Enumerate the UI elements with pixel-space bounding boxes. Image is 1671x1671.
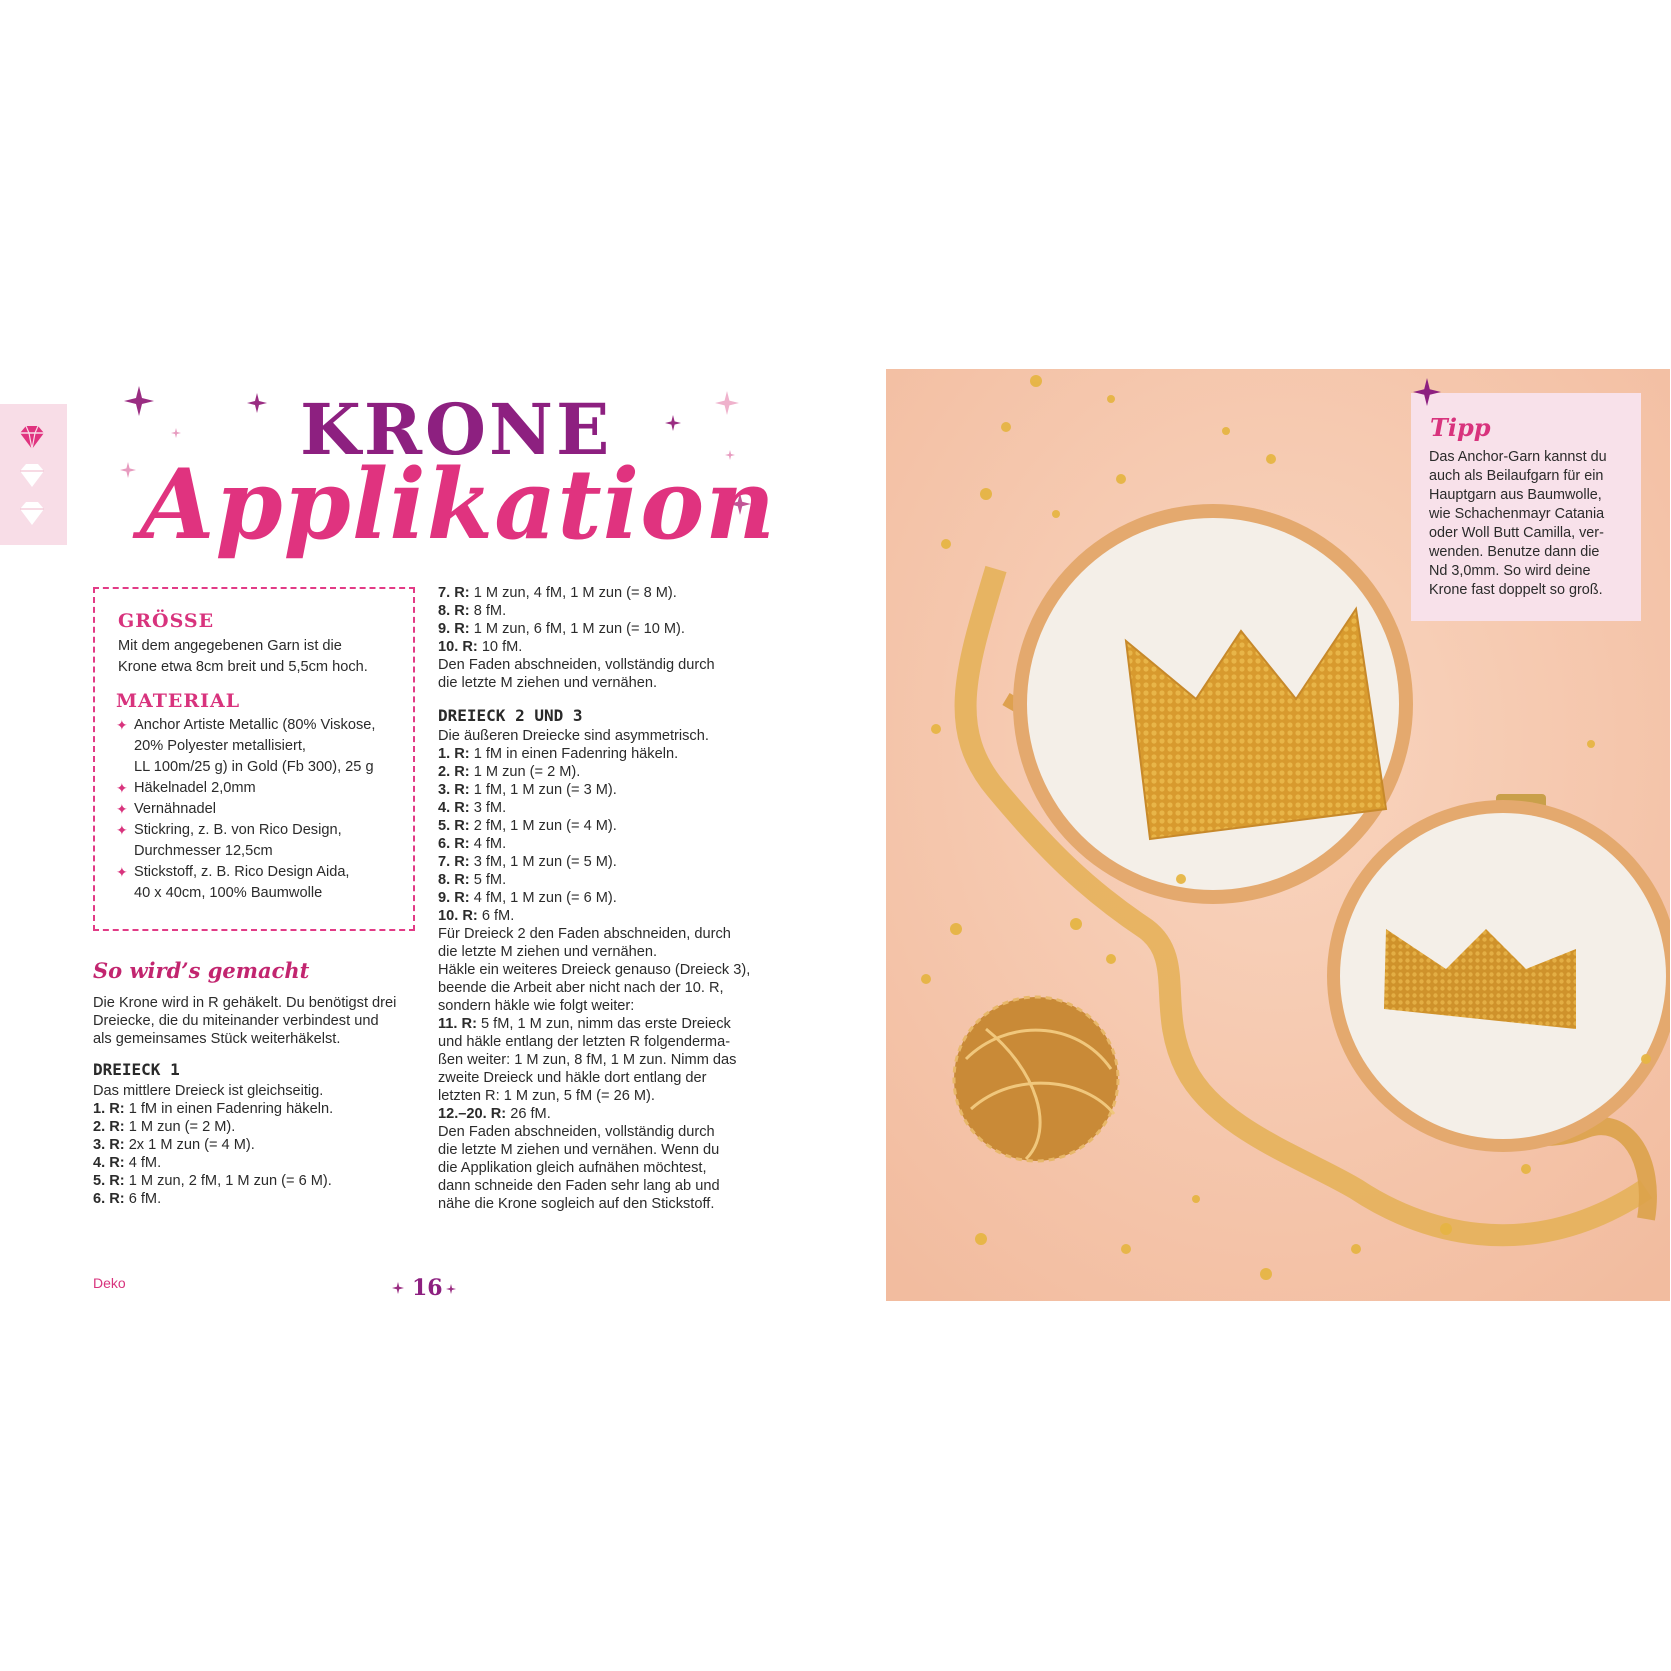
round-line — [438, 1105, 778, 1123]
text-line: dann schneide den Faden sehr lang ab und — [438, 1178, 720, 1194]
round-text: 1 M zun (= 2 M). — [473, 764, 581, 780]
round-text: 5 fM, 1 M zun, nimm das erste Dreieck — [481, 1016, 731, 1032]
column2-top — [438, 584, 768, 692]
material-item — [116, 715, 406, 778]
material-line: Stickring, z. B. von Rico Design, — [134, 822, 342, 838]
star-icon — [171, 428, 181, 438]
material-heading: MATERIAL — [116, 690, 241, 712]
round-line — [438, 853, 778, 871]
text-line: Häkle ein weiteres Dreieck genauso (Dreieck 3), — [438, 962, 751, 978]
round-text: 1 fM, 1 M zun (= 3 M). — [473, 782, 617, 798]
round-line — [438, 781, 778, 799]
round-label: 4. R: — [438, 800, 470, 816]
tipp-line: Das Anchor-Garn kannst du — [1429, 449, 1607, 465]
round-text: 6 fM. — [481, 908, 515, 924]
material-line: Stickstoff, z. B. Rico Design Aida, — [134, 864, 350, 880]
star-icon — [715, 391, 739, 415]
round-text: 4 fM, 1 M zun (= 6 M). — [473, 890, 617, 906]
round-label: 10. R: — [438, 639, 478, 655]
groesse-text-2: Krone etwa 8cm breit und 5,5cm hoch. — [118, 659, 368, 675]
round-text: 5 fM. — [473, 872, 507, 888]
star-bullet-icon: ✦ — [116, 717, 128, 733]
text-line: Für Dreieck 2 den Faden abschneiden, durch — [438, 926, 731, 942]
diamond-icon-outline — [17, 498, 47, 528]
round-line — [438, 907, 778, 925]
material-line: Anchor Artiste Metallic (80% Viskose, — [134, 717, 376, 733]
tipp-heading: Tipp — [1430, 413, 1491, 442]
round-text: 8 fM. — [473, 603, 507, 619]
material-item — [116, 862, 406, 904]
tipp-line: Nd 3,0mm. So wird deine — [1429, 563, 1591, 579]
text-line: letzten R: 1 M zun, 5 fM (= 26 M). — [438, 1088, 655, 1104]
text-line: sondern häkle wie folgt weiter: — [438, 998, 635, 1014]
round-line — [438, 638, 768, 656]
footer-section-label: Deko — [93, 1275, 126, 1291]
text-line: die letzte M ziehen und vernähen. — [438, 944, 658, 960]
text-line: zweite Dreieck und häkle dort entlang der — [438, 1070, 707, 1086]
star-icon — [124, 386, 154, 416]
round-label: 7. R: — [438, 854, 470, 870]
round-line — [93, 1154, 423, 1172]
round-label: 9. R: — [438, 890, 470, 906]
page-number: 16 — [412, 1275, 443, 1301]
text-line: die letzte M ziehen und vernähen. Wenn du — [438, 1142, 720, 1158]
round-label: 4. R: — [93, 1155, 125, 1171]
round-line — [438, 889, 778, 907]
material-item — [116, 820, 406, 862]
round-label: 12.–20. R: — [438, 1106, 507, 1122]
dreieck23-heading: DREIECK 2 UND 3 — [438, 706, 583, 725]
intro-line: als gemeinsames Stück weiterhäkelst. — [93, 1031, 341, 1047]
round-label: 2. R: — [93, 1119, 125, 1135]
text-line: nähe die Krone sogleich auf den Stickstoff. — [438, 1196, 715, 1212]
round-text: 10 fM. — [481, 639, 523, 655]
diamond-icon-outline — [17, 460, 47, 490]
round-text: 1 M zun, 4 fM, 1 M zun (= 8 M). — [473, 585, 677, 601]
intro-line: Dreiecke, die du miteinander verbindest und — [93, 1013, 379, 1029]
dreieck1-intro: Das mittlere Dreieck ist gleichseitig. — [93, 1083, 324, 1099]
dreieck23-body — [438, 727, 778, 1213]
instructions-heading: So wird’s gemacht — [93, 958, 310, 983]
round-line — [93, 1190, 423, 1208]
round-line — [438, 620, 768, 638]
round-label: 11. R: — [438, 1016, 477, 1032]
star-icon — [247, 393, 267, 413]
round-text: 1 M zun, 6 fM, 1 M zun (= 10 M). — [473, 621, 685, 637]
round-label: 3. R: — [438, 782, 470, 798]
round-line — [93, 1118, 423, 1136]
intro-line: Die Krone wird in R gehäkelt. Du benötigst drei — [93, 995, 397, 1011]
star-bullet-icon: ✦ — [116, 780, 128, 796]
round-label: 6. R: — [93, 1191, 125, 1207]
star-icon — [392, 1282, 404, 1294]
text-line: und häkle entlang der letzten R folgenderma- — [438, 1034, 731, 1050]
material-item — [116, 799, 406, 820]
material-line: Durchmesser 12,5cm — [134, 843, 273, 859]
round-text: 2 fM, 1 M zun (= 4 M). — [473, 818, 617, 834]
dreieck1-heading: DREIECK 1 — [93, 1060, 180, 1079]
round-label: 3. R: — [93, 1137, 125, 1153]
dreieck23-intro: Die äußeren Dreiecke sind asymmetrisch. — [438, 728, 709, 744]
tipp-line: Krone fast doppelt so groß. — [1429, 582, 1603, 598]
groesse-text-1: Mit dem angegebenen Garn ist die — [118, 638, 342, 654]
round-label: 8. R: — [438, 603, 470, 619]
star-icon — [446, 1284, 456, 1294]
round-label: 2. R: — [438, 764, 470, 780]
text-line: Den Faden abschneiden, vollständig durch — [438, 657, 715, 673]
tipp-line: oder Woll Butt Camilla, ver- — [1429, 525, 1604, 541]
round-line — [438, 763, 778, 781]
tipp-line: auch als Beilaufgarn für ein — [1429, 468, 1604, 484]
star-bullet-icon: ✦ — [116, 864, 128, 880]
material-line: LL 100m/25 g) in Gold (Fb 300), 25 g — [134, 759, 374, 775]
diamond-icon — [17, 422, 47, 452]
material-line: Vernähnadel — [134, 801, 216, 817]
material-line: 40 x 40cm, 100% Baumwolle — [134, 885, 323, 901]
round-line — [438, 1015, 778, 1033]
round-line — [438, 602, 768, 620]
round-line — [93, 1172, 423, 1190]
material-line: Häkelnadel 2,0mm — [134, 780, 256, 796]
round-label: 1. R: — [438, 746, 470, 762]
round-text: 1 M zun, 2 fM, 1 M zun (= 6 M). — [128, 1173, 332, 1189]
round-text: 4 fM. — [128, 1155, 162, 1171]
round-text: 4 fM. — [473, 836, 507, 852]
round-text: 26 fM. — [510, 1106, 551, 1122]
round-label: 5. R: — [93, 1173, 125, 1189]
round-text: 2x 1 M zun (= 4 M). — [128, 1137, 255, 1153]
round-text: 6 fM. — [128, 1191, 162, 1207]
round-line — [438, 835, 778, 853]
round-text: 1 fM in einen Fadenring häkeln. — [473, 746, 679, 762]
round-label: 1. R: — [93, 1101, 125, 1117]
text-line: die letzte M ziehen und vernähen. — [438, 675, 658, 691]
round-text: 1 M zun (= 2 M). — [128, 1119, 236, 1135]
round-label: 8. R: — [438, 872, 470, 888]
round-text: 1 fM in einen Fadenring häkeln. — [128, 1101, 334, 1117]
side-tab — [0, 404, 67, 545]
round-line — [93, 1100, 423, 1118]
tipp-line: Hauptgarn aus Baumwolle, — [1429, 487, 1602, 503]
round-label: 6. R: — [438, 836, 470, 852]
tipp-text — [1429, 448, 1637, 600]
round-line — [438, 584, 768, 602]
star-icon — [665, 415, 681, 431]
round-label: 9. R: — [438, 621, 470, 637]
round-line — [438, 745, 778, 763]
star-icon — [1413, 378, 1441, 406]
round-line — [438, 799, 778, 817]
title-krone: KRONE — [300, 388, 613, 471]
round-line — [438, 871, 778, 889]
tipp-line: wenden. Benutze dann die — [1429, 544, 1600, 560]
tipp-line: wie Schachenmayr Catania — [1429, 506, 1605, 522]
star-bullet-icon: ✦ — [116, 801, 128, 817]
round-text: 3 fM. — [473, 800, 507, 816]
text-line: die Applikation gleich aufnähen möchtest, — [438, 1160, 707, 1176]
text-line: beende die Arbeit aber nicht nach der 10. R, — [438, 980, 724, 996]
material-list — [116, 715, 406, 904]
text-line: ßen weiter: 1 M zun, 8 fM, 1 M zun. Nimm das — [438, 1052, 737, 1068]
material-item — [116, 778, 406, 799]
round-label: 7. R: — [438, 585, 470, 601]
title-applikation: Applikation — [140, 448, 777, 561]
material-line: 20% Polyester metallisiert, — [134, 738, 306, 754]
round-label: 10. R: — [438, 908, 478, 924]
round-line — [438, 817, 778, 835]
instructions-intro — [93, 994, 423, 1048]
round-label: 5. R: — [438, 818, 470, 834]
star-icon — [120, 462, 136, 478]
round-text: 3 fM, 1 M zun (= 5 M). — [473, 854, 617, 870]
groesse-heading: GRÖSSE — [118, 610, 215, 632]
star-bullet-icon: ✦ — [116, 822, 128, 838]
dreieck1-rounds — [93, 1082, 423, 1208]
round-line — [93, 1136, 423, 1154]
text-line: Den Faden abschneiden, vollständig durch — [438, 1124, 715, 1140]
